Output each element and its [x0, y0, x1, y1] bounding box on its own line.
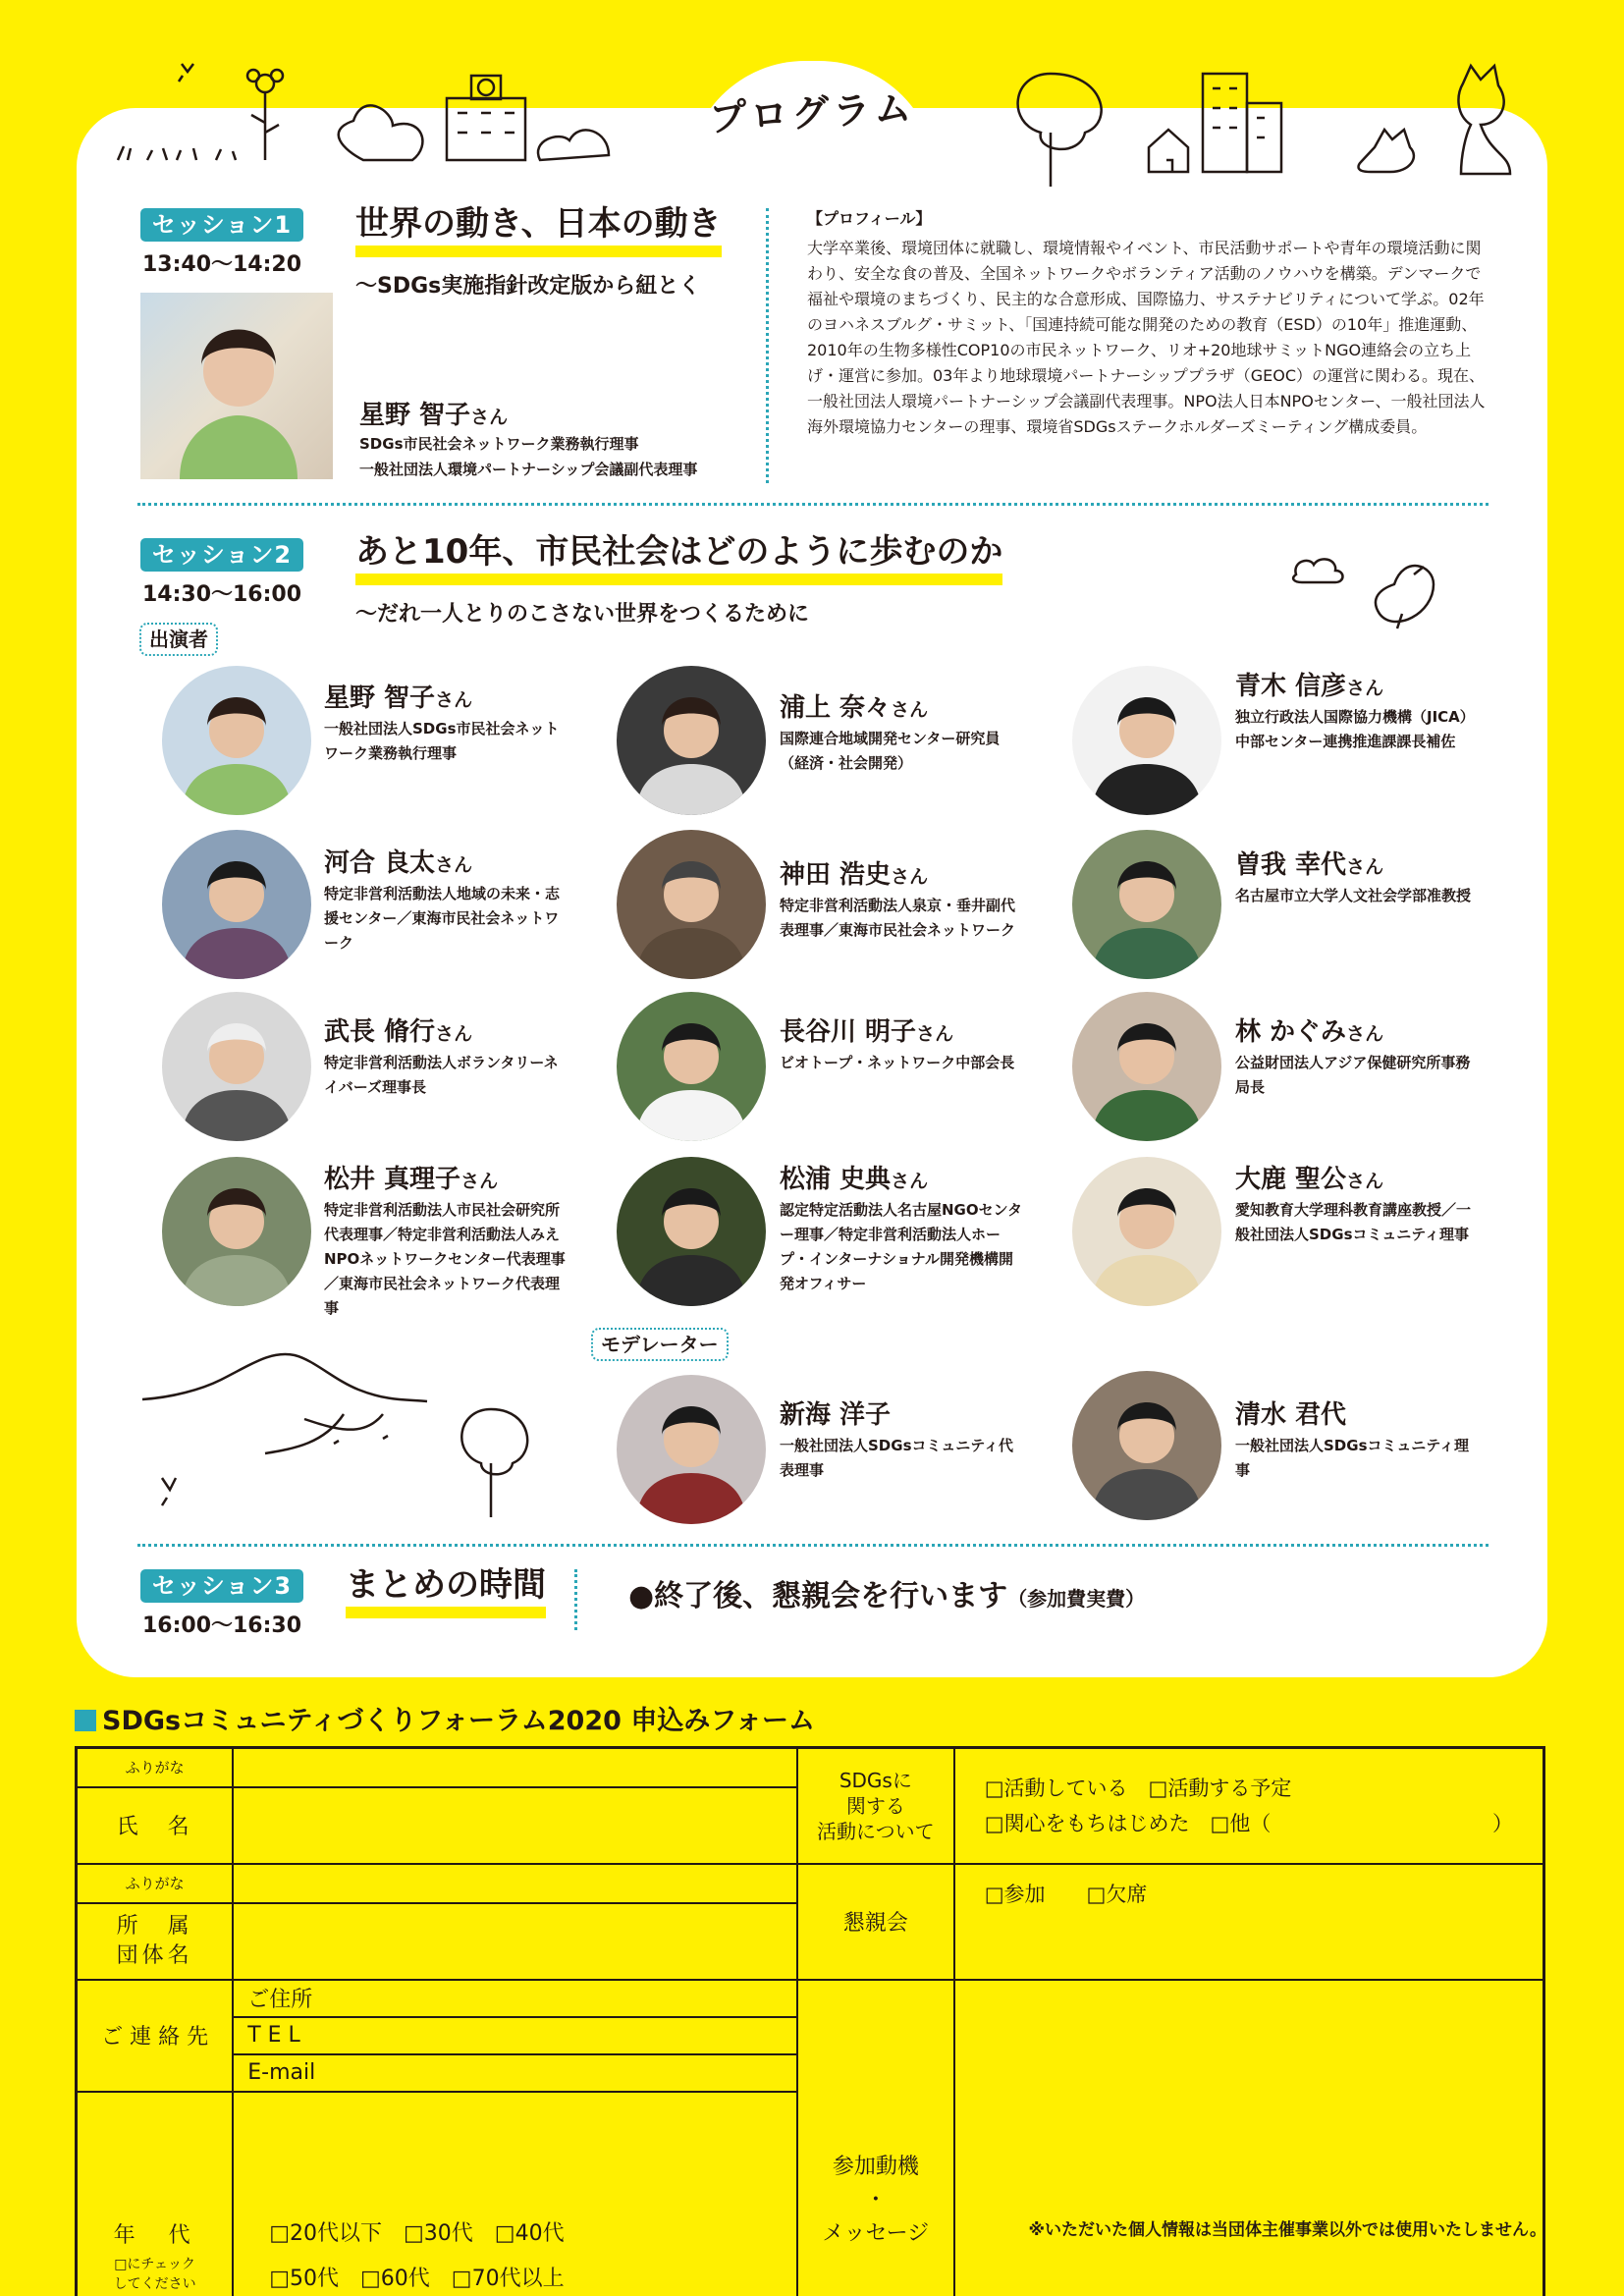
session2-title: あと10年、市民社会はどのように歩むのか: [355, 530, 1002, 585]
address-field[interactable]: ご住所: [233, 1980, 797, 2017]
party-label: 懇親会: [797, 1864, 954, 1980]
person-photo: [617, 992, 766, 1141]
person-name: 河合 良太さん: [324, 848, 473, 878]
org-input[interactable]: [233, 1903, 797, 1980]
sdgs-label: SDGsに 関する 活動について: [797, 1748, 954, 1864]
person-name: 新海 洋子: [780, 1400, 892, 1430]
person-desc: 愛知教育大学理科教育講座教授／一般社団法人SDGsコミュニティ理事: [1235, 1201, 1472, 1243]
contact-label: ご 連 絡 先: [77, 1980, 234, 2092]
divider-2: [137, 1544, 1489, 1547]
person-photo: [162, 992, 311, 1141]
person-photo: [617, 1157, 766, 1306]
cloud-bird-illustration: [1286, 545, 1463, 653]
session2-subtitle: ～だれ一人とりのこさない世界をつくるために: [355, 602, 810, 627]
tree-illustration: [447, 1404, 535, 1522]
session1-title: 世界の動き、日本の動き: [355, 202, 722, 257]
age-options-row2[interactable]: □50代 □60代 □70代以上: [269, 2266, 565, 2291]
person-name: 浦上 奈々さん: [780, 693, 929, 723]
form-title: SDGsコミュニティづくりフォーラム2020 申込みフォーム: [75, 1699, 815, 1737]
session1-subtitle: ～SDGs実施指針改定版から紐とく: [355, 274, 701, 299]
person-photo: [617, 830, 766, 979]
person-desc: 独立行政法人国際協力機構（JICA）中部センター連携推進課課長補佐: [1235, 708, 1475, 750]
furigana-input-2[interactable]: [233, 1864, 797, 1903]
person-desc: 特定非営利活動法人市民社会研究所代表理事／特定非営利活動法人みえNPOネットワークセンター代表理事／東海市民社会ネットワーク代表理事: [324, 1201, 566, 1317]
age-label-cell: [77, 2092, 234, 2296]
session3-badge: セッション3: [140, 1569, 303, 1603]
session3-title: まとめの時間: [346, 1563, 546, 1618]
age-note: □にチェック してください: [113, 2257, 196, 2293]
session1-speaker-role1: SDGs市民社会ネットワーク業務執行理事: [359, 435, 639, 453]
motive-input[interactable]: [954, 1980, 1544, 2296]
age-label: 年 代: [113, 2223, 196, 2249]
divider-1: [137, 503, 1489, 506]
person-name: 長谷川 明子さん: [780, 1017, 954, 1047]
org-label: 所 属 団体名: [77, 1903, 234, 1980]
program-title: プログラム: [708, 85, 917, 140]
session1-badge: セッション1: [140, 208, 303, 242]
session3-divider: [574, 1569, 577, 1630]
person-desc: 特定非営利活動法人地域の未来・志援センター／東海市民社会ネットワーク: [324, 885, 561, 952]
nature-illustration: [1001, 54, 1532, 201]
application-form: [75, 1746, 1545, 2296]
square-icon: [75, 1710, 96, 1731]
profile-text: 大学卒業後、環境団体に就職し、環境情報やイベント、市民活動サポートや青年の環境活動に関わり、安全な食の普及、全国ネットワークやボランティア活動のノウハウを構築。デンマークで福祉や環境のまちづくり、民主的な合意形成、国際協力、サステナビリティについて学ぶ。02年のヨハネスブルグ・サミット、「国連持続可能な開発のための教育（ESD）の10年」推進運動、2010年の生物多様性COP10の市民ネットワーク、リオ+20地球サミットNGO連絡会の立ち上げ・運営に参加。03年より地球環境パートナーシッププラザ（GEOC）の運営に関わる。現在、一般社団法人環境パートナーシップ会議副代表理事。NPO法人日本NPOセンター、一般社団法人海外環境協力センターの理事、環境省SDGsステークホルダーズミーティング構成委員。: [807, 239, 1486, 436]
person-photo: [617, 1375, 766, 1524]
person-name: 林 かぐみさん: [1235, 1017, 1384, 1047]
session1-speaker-role2: 一般社団法人環境パートナーシップ会議副代表理事: [359, 461, 698, 478]
party-options[interactable]: □参加 □欠席: [954, 1864, 1544, 1980]
person-photo: [162, 1157, 311, 1306]
person-desc: 特定非営利活動法人泉京・垂井副代表理事／東海市民社会ネットワーク: [780, 897, 1016, 939]
moderator-label: モデレーター: [591, 1328, 729, 1361]
person-name: 武長 脩行さん: [324, 1017, 473, 1047]
session2-badge: セッション2: [140, 538, 303, 572]
person-desc: 一般社団法人SDGsコミュニティ代表理事: [780, 1437, 1013, 1479]
person-name: 星野 智子さん: [324, 683, 473, 713]
person-name: 松井 真理子さん: [324, 1165, 499, 1194]
cast-label: 出演者: [139, 623, 218, 656]
sdgs-options-row1[interactable]: □活動している □活動する予定: [984, 1776, 1292, 1800]
person-desc: 一般社団法人SDGsコミュニティ理事: [1235, 1437, 1469, 1479]
person-desc: 名古屋市立大学人文社会学部准教授: [1235, 887, 1472, 904]
session1-time: 13:40～14:20: [141, 252, 302, 277]
person-photo: [617, 666, 766, 815]
age-options[interactable]: [233, 2092, 797, 2296]
profile-label: 【プロフィール】: [807, 209, 932, 228]
town-illustration: [108, 54, 658, 162]
name-input[interactable]: [233, 1787, 797, 1864]
session2-time: 14:30～16:00: [141, 582, 302, 607]
mountain-illustration: [137, 1345, 461, 1512]
privacy-footnote: ※いただいた個人情報は当団体主催事業以外では使用いたしません。: [1028, 2220, 1546, 2240]
session3-time: 16:00～16:30: [141, 1613, 302, 1638]
person-name: 大鹿 聖公さん: [1235, 1165, 1384, 1194]
session1-speaker-name: 星野 智子さん: [359, 401, 509, 430]
session1-divider: [766, 208, 769, 483]
tel-field[interactable]: T E L: [233, 2017, 797, 2054]
person-photo: [162, 830, 311, 979]
person-photo: [1072, 1157, 1221, 1306]
person-desc: 認定特定活動法人名古屋NGOセンター理事／特定非営利活動法人ホープ・インターナショナル開発機構開発オフィサー: [780, 1201, 1023, 1292]
person-name: 青木 信彦さん: [1235, 672, 1384, 701]
person-desc: 国際連合地域開発センター研究員（経済・社会開発）: [780, 730, 1001, 772]
person-name: 曽我 幸代さん: [1235, 850, 1384, 880]
sdgs-options-row2[interactable]: □関心をもちはじめた □他（ ）: [984, 1811, 1513, 1835]
person-desc: 公益財団法人アジア保健研究所事務局長: [1235, 1054, 1471, 1096]
person-name: 松浦 史典さん: [780, 1165, 929, 1194]
person-desc: 一般社団法人SDGs市民社会ネットワーク業務執行理事: [324, 720, 560, 762]
session1-speaker-photo: [140, 293, 333, 479]
person-photo: [1072, 666, 1221, 815]
person-photo: [1072, 1371, 1221, 1520]
sdgs-options[interactable]: [954, 1748, 1544, 1864]
person-photo: [1072, 830, 1221, 979]
email-field[interactable]: E-mail: [233, 2054, 797, 2092]
furigana-label-2: ふりがな: [77, 1864, 234, 1903]
name-label: 氏 名: [77, 1787, 234, 1864]
age-options-row1[interactable]: □20代以下 □30代 □40代: [269, 2220, 565, 2246]
person-desc: ビオトープ・ネットワーク中部会長: [780, 1054, 1015, 1071]
person-name: 清水 君代: [1235, 1400, 1347, 1430]
furigana-label-1: ふりがな: [77, 1748, 234, 1787]
party-note: ●終了後、懇親会を行います（参加費実費）: [628, 1579, 1146, 1613]
person-photo: [162, 666, 311, 815]
person-desc: 特定非営利活動法人ボランタリーネイバーズ理事長: [324, 1054, 559, 1096]
motive-label: 参加動機 ・ メッセージ: [797, 1980, 954, 2296]
furigana-input-1[interactable]: [233, 1748, 797, 1787]
person-photo: [1072, 992, 1221, 1141]
person-name: 神田 浩史さん: [780, 860, 929, 890]
